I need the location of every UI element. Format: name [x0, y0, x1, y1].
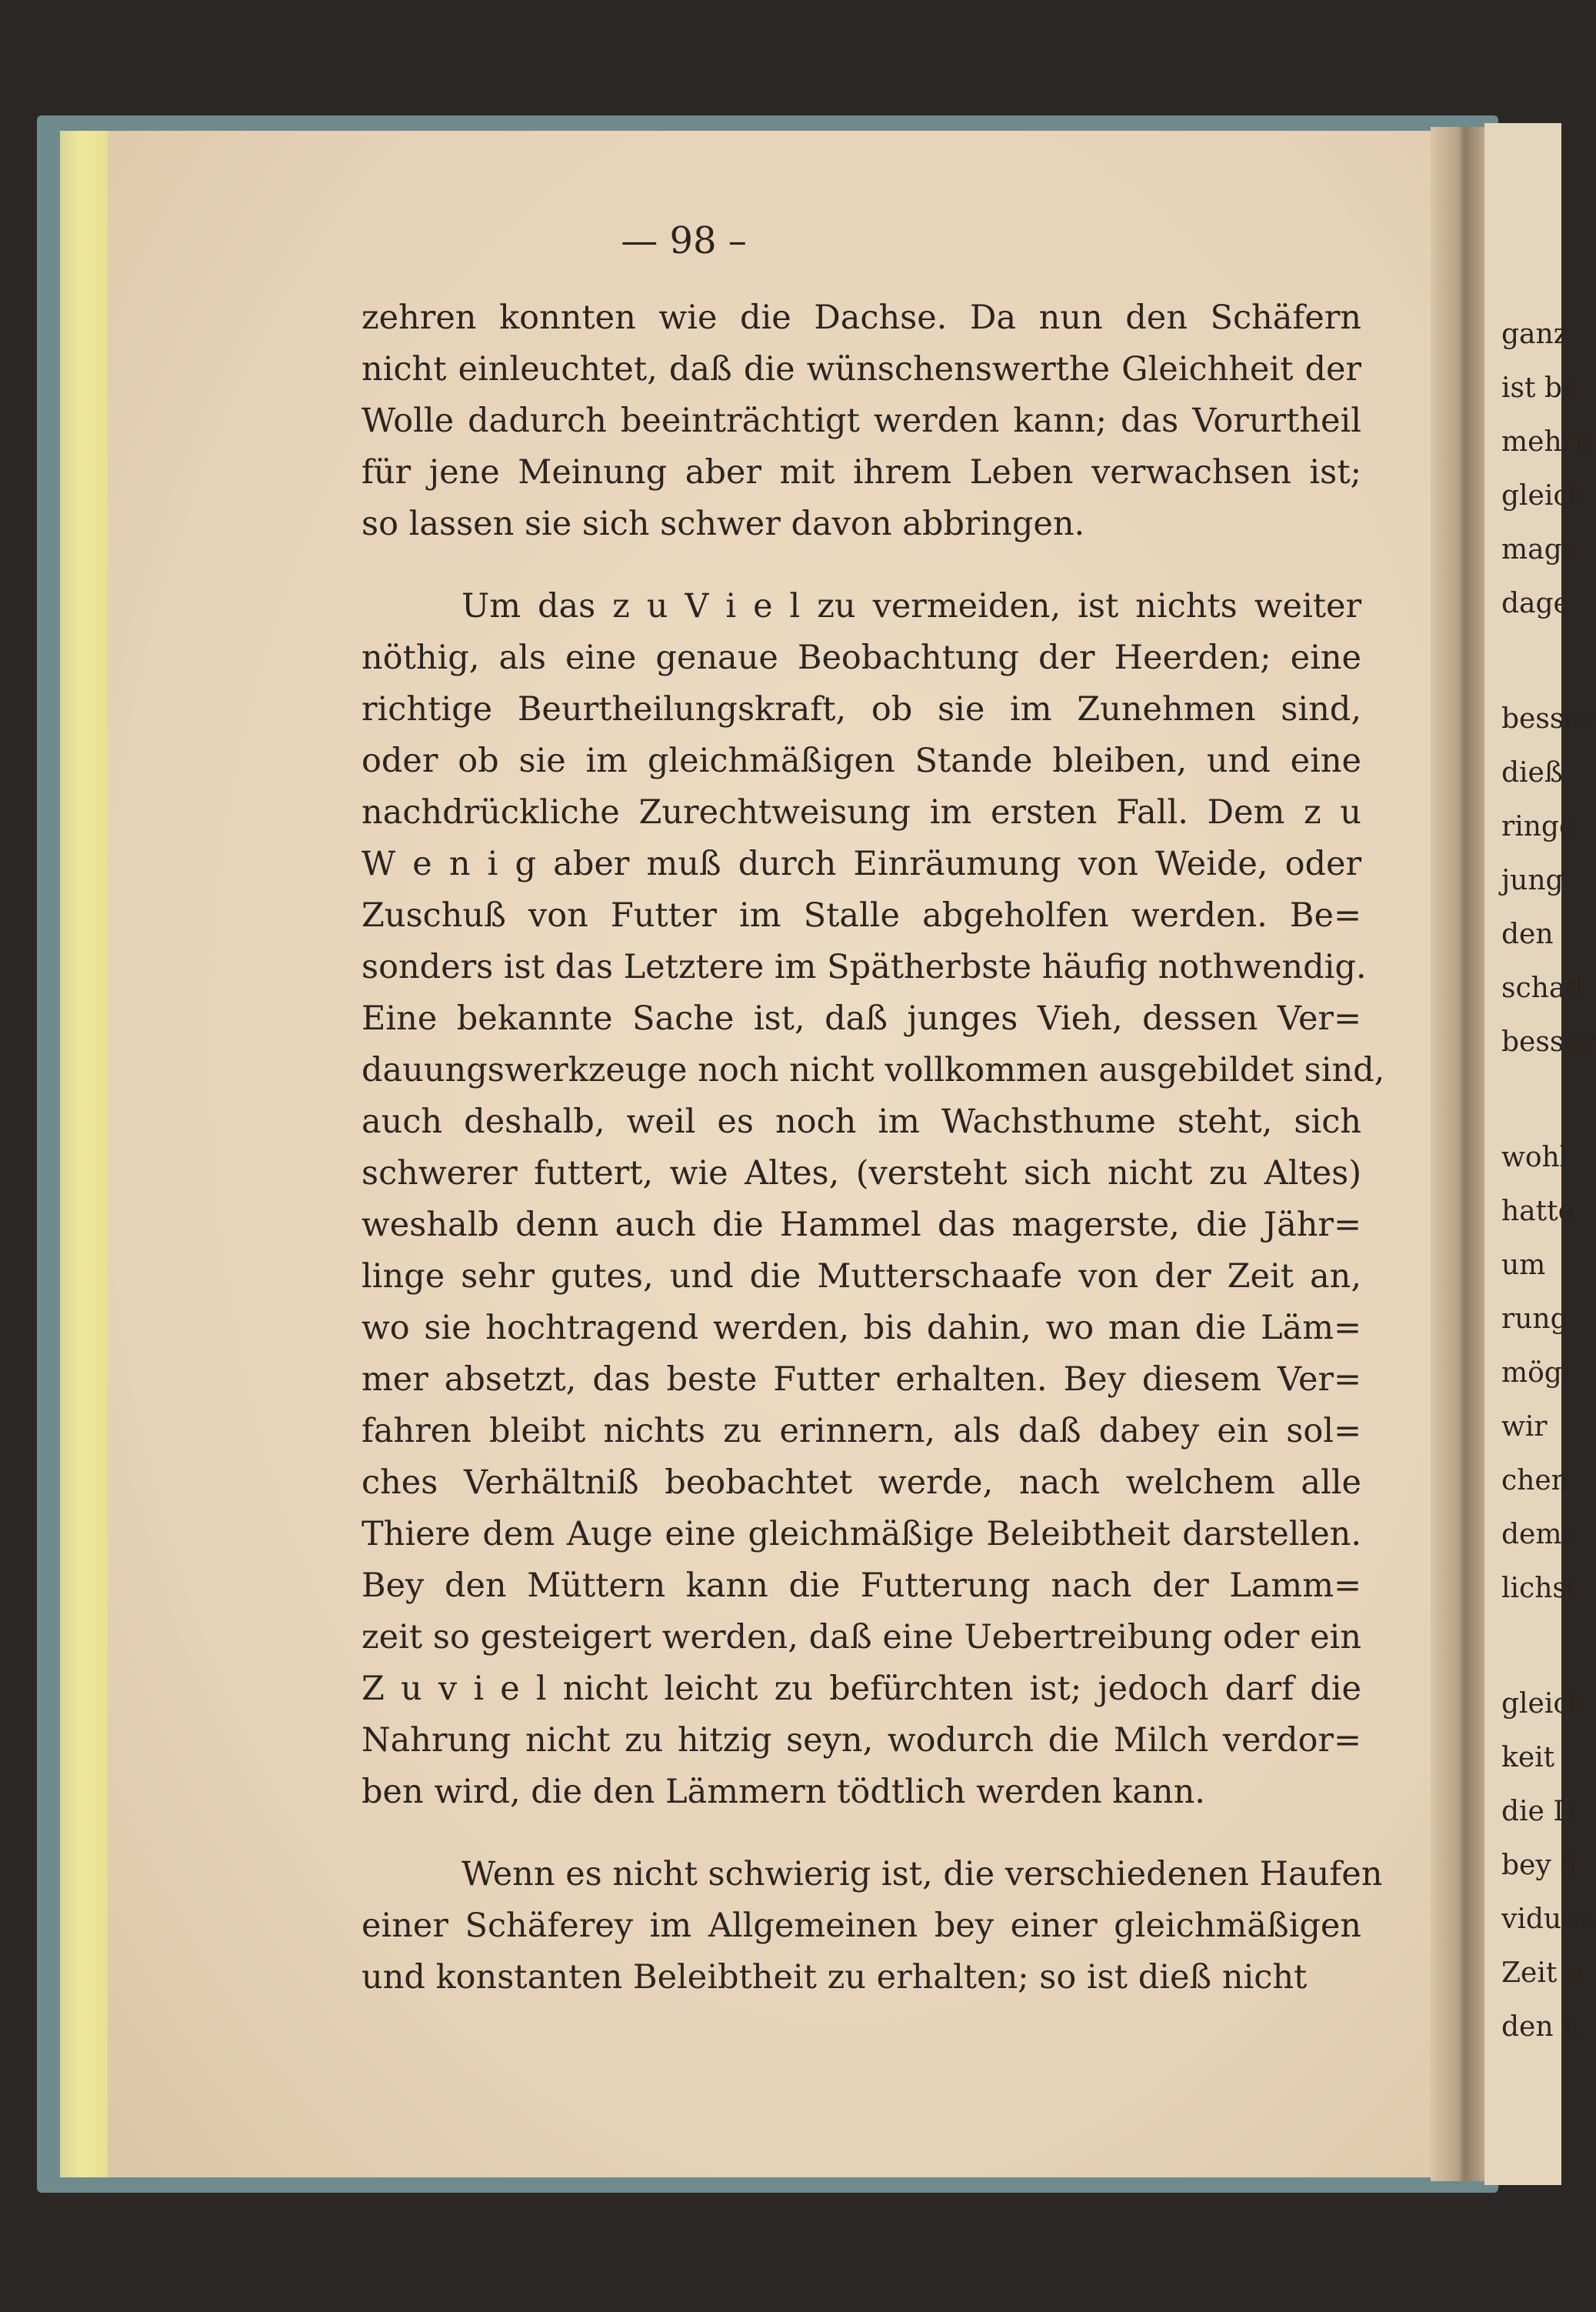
text-line: oder ob sie im gleichmäßigen Stande bleiben, und eine [362, 742, 1361, 780]
facing-page-line: den [1501, 919, 1554, 950]
text-line: für jene Meinung aber mit ihrem Leben verwachsen ist; [362, 453, 1361, 492]
text-line: fahren bleibt nichts zu erinnern, als daß dabey ein sol= [362, 1412, 1361, 1450]
text-line: dauungswerkzeuge noch nicht vollkommen ausgebildet sind, [362, 1051, 1385, 1089]
page-number-text: — 98 – [621, 219, 747, 262]
facing-page-line: rung [1501, 1303, 1568, 1335]
facing-page-line: besser [1501, 703, 1594, 735]
facing-page-line: jung [1501, 865, 1564, 896]
right-page-fragment [1484, 123, 1596, 2185]
facing-page-line: chen [1501, 1465, 1569, 1496]
text-line: Eine bekannte Sache ist, daß junges Vieh, dessen Ver= [362, 999, 1361, 1038]
facing-page-line: gleich [1501, 480, 1587, 512]
facing-page-line: die D [1501, 1796, 1576, 1827]
text-line: W e n i g aber muß durch Einräumung von Weide, oder [362, 845, 1361, 883]
facing-page-line: dage [1501, 588, 1570, 619]
text-line: schwerer futtert, wie Altes, (versteht sich nicht zu Altes) [362, 1154, 1361, 1193]
facing-page-line: schad [1501, 973, 1584, 1004]
facing-page-line: um [1501, 1249, 1546, 1281]
text-line: Um das z u V i e l zu vermeiden, ist nichts weiter [461, 587, 1361, 626]
page-number [0, 219, 1552, 262]
facing-page-line: den L [1501, 2011, 1581, 2043]
text-line: Nahrung nicht zu hitzig seyn, wodurch die Milch verdor= [362, 1721, 1361, 1760]
text-line: und konstanten Beleibtheit zu erhalten; so ist dieß nicht [362, 1958, 1308, 1997]
text-line: linge sehr gutes, und die Mutterschaafe von der Zeit an, [362, 1257, 1361, 1296]
text-line: nachdrückliche Zurechtweisung im ersten Fall. Dem z u [362, 793, 1361, 832]
facing-page-line: hatte [1501, 1196, 1574, 1227]
book-gutter [1431, 127, 1492, 2181]
text-line: wo sie hochtragend werden, bis dahin, wo man die Läm= [362, 1309, 1361, 1347]
facing-page-text [1501, 308, 1596, 2054]
facing-page-line: ist be [1501, 372, 1579, 404]
facing-page-line: bey d [1501, 1850, 1578, 1881]
text-line: Wolle dadurch beeinträchtigt werden kann; das Vorurtheil [362, 402, 1361, 440]
text-line: sonders ist das Letztere im Spätherbste häufig nothwendig. [362, 948, 1367, 986]
text-line: auch deshalb, weil es noch im Wachsthume steht, sich [362, 1103, 1361, 1141]
facing-page-line: demo [1501, 1519, 1579, 1550]
facing-page-line: besser [1501, 1026, 1594, 1058]
facing-page-line: wir [1501, 1411, 1548, 1443]
text-line: Thiere dem Auge eine gleichmäßige Beleibtheit darstellen. [362, 1515, 1361, 1553]
page-body-text [362, 292, 1385, 2003]
text-line: zeit so gesteigert werden, daß eine Uebertreibung oder ein [362, 1618, 1361, 1656]
text-line: Z u v i e l nicht leicht zu befürchten ist; jedoch darf die [362, 1670, 1361, 1708]
facing-page-line: Zeit u [1501, 1957, 1584, 1989]
text-line: einer Schäferey im Allgemeinen bey einer gleichmäßigen [362, 1907, 1361, 1945]
text-line: weshalb denn auch die Hammel das magerste, die Jähr= [362, 1206, 1361, 1244]
facing-page-line: lichst [1501, 1573, 1578, 1604]
facing-page-line: viduen [1501, 1903, 1596, 1935]
text-line: mer absetzt, das beste Futter erhalten. Bey diesem Ver= [362, 1360, 1361, 1399]
text-line: nicht einleuchtet, daß die wünschenswerthe Gleichheit der [362, 350, 1361, 389]
paragraph-gap [362, 550, 1361, 581]
facing-page-line: mage [1501, 534, 1578, 565]
facing-page-line: dieß [1501, 757, 1563, 789]
text-line: Wenn es nicht schwierig ist, die verschiedenen Haufen [461, 1855, 1383, 1893]
facing-page-line: gleich [1501, 1688, 1587, 1720]
facing-page-line: mögl [1501, 1357, 1571, 1389]
facing-page-line: keit [1501, 1742, 1555, 1773]
text-line: so lassen sie sich schwer davon abbringen. [362, 505, 1085, 543]
text-line: zehren konnten wie die Dachse. Da nun den Schäfern [362, 299, 1361, 337]
text-line: Zuschuß von Futter im Stalle abgeholfen werden. Be= [362, 896, 1361, 935]
text-line: richtige Beurtheilungskraft, ob sie im Zunehmen sind, [362, 690, 1361, 729]
facing-page-line: wohl [1501, 1142, 1569, 1173]
facing-page-line: ganz [1501, 319, 1568, 350]
text-line: Bey den Müttern kann die Futterung nach der Lamm= [362, 1566, 1361, 1605]
text-line: ben wird, die den Lämmern tödtlich werden kann. [362, 1773, 1205, 1811]
facing-page-line: ringe [1501, 811, 1576, 842]
page-edges [60, 131, 114, 2177]
facing-page-line: mehre [1501, 426, 1592, 458]
text-line: nöthig, als eine genaue Beobachtung der Heerden; eine [362, 639, 1361, 677]
text-line: ches Verhältniß beobachtet werde, nach welchem alle [362, 1463, 1361, 1502]
paragraph-gap [362, 1818, 1361, 1849]
